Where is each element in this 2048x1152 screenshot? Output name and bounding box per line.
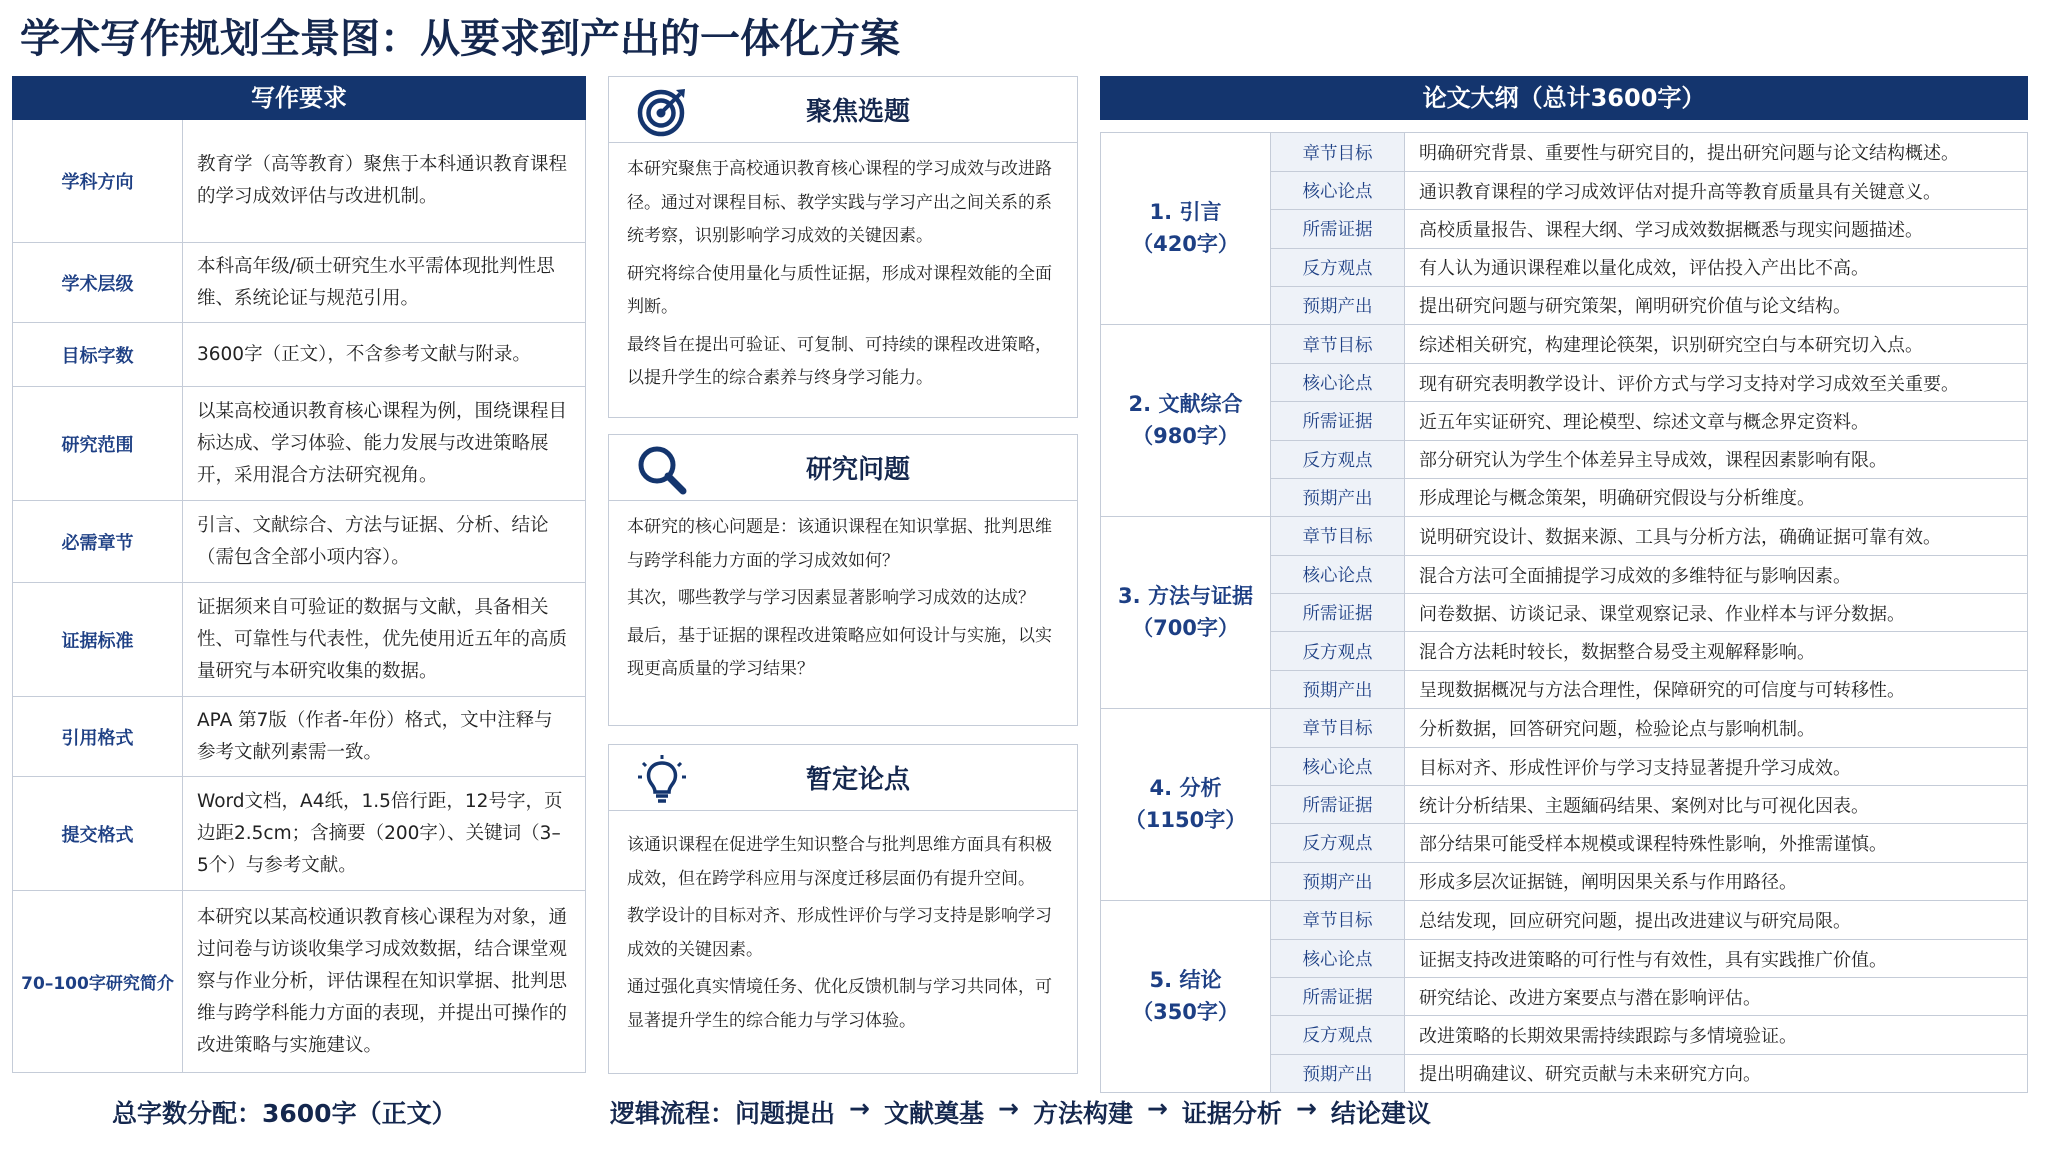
outline-section	[1101, 708, 2027, 900]
outline-key: 所需证据	[1271, 402, 1405, 439]
magnifier-icon	[635, 443, 689, 497]
requirement-label: 提交格式	[13, 777, 183, 890]
outline-row	[1271, 555, 2027, 593]
card-header	[609, 77, 1077, 143]
outline-key: 反方观点	[1271, 632, 1405, 669]
card-research-questions	[608, 434, 1078, 726]
requirements-table	[12, 120, 586, 1073]
requirement-value: APA 第7版（作者-年份）格式，文中注释与参考文献列素需一致。	[197, 709, 553, 763]
outline-key: 核心论点	[1271, 364, 1405, 401]
outline-value: 说明研究设计、数据来源、工具与分析方法，确确证据可靠有效。	[1419, 526, 1941, 548]
outline-value: 形成多层次证据链，阐明因果关系与作用路径。	[1419, 872, 1797, 894]
outline-key: 核心论点	[1271, 556, 1405, 593]
card-paragraph: 教学设计的目标对齐、形成性评价与学习支持是影响学习成效的关键因素。	[627, 906, 1052, 960]
outline-row	[1271, 517, 2027, 555]
card-title: 暂定论点	[805, 765, 910, 795]
card-body	[609, 143, 1077, 396]
outline-value: 部分结果可能受样本规模或课程特殊性影响，外推需谨慎。	[1419, 833, 1887, 855]
outline-key: 章节目标	[1271, 517, 1405, 555]
outline-row	[1271, 133, 2027, 171]
section-name	[1101, 517, 1271, 708]
requirement-label: 研究范围	[13, 387, 183, 500]
outline-row	[1271, 478, 2027, 516]
outline-value: 近五年实证研究、理论模型、综述文章与概念界定资料。	[1419, 411, 1869, 433]
outline-value: 提出明确建议、研究贡献与未来研究方向。	[1419, 1064, 1761, 1086]
outline-value: 目标对齐、形成性评价与学习支持显著提升学习成效。	[1419, 757, 1851, 779]
outline-row	[1271, 401, 2027, 439]
section-word-count: （980字）	[1132, 424, 1239, 449]
card-paragraph: 最终旨在提出可验证、可复制、可持续的课程改进策略，以提升学生的综合素养与终身学习能力。	[627, 334, 1052, 388]
section-rows	[1271, 901, 2027, 1092]
outline-section	[1101, 516, 2027, 708]
outline-key: 章节目标	[1271, 709, 1405, 747]
card-paragraph: 本研究的核心问题是：该通识课程在知识掌据、批判思维与跨学科能力方面的学习成效如何？	[627, 517, 1052, 571]
requirement-label: 目标字数	[13, 323, 183, 386]
outline-key: 所需证据	[1271, 210, 1405, 247]
outline-value: 分析数据，回答研究问题，检验论点与影响机制。	[1419, 718, 1815, 740]
requirement-label: 必需章节	[13, 501, 183, 582]
outline-section	[1101, 133, 2027, 324]
outline-row	[1271, 631, 2027, 669]
card-paragraph: 该通识课程在促进学生知识整合与批判思维方面具有积极成效，但在跨学科应用与深度迁移层面仍有提升空间。	[627, 835, 1052, 889]
requirement-row	[13, 322, 585, 386]
requirement-row	[13, 776, 585, 890]
outline-row	[1271, 171, 2027, 209]
card-focus-topic	[608, 76, 1078, 418]
outline-value: 呈现数据概况与方法合理性，保障研究的可信度与可转移性。	[1419, 680, 1905, 702]
requirement-label: 70–100字研究简介	[13, 891, 183, 1072]
outline-row	[1271, 785, 2027, 823]
logic-flow	[610, 1094, 1431, 1130]
card-paragraph: 最后，基于证据的课程改进策略应如何设计与实施，以实现更高质量的学习结果？	[627, 625, 1052, 679]
outline-value: 明确研究背景、重要性与研究目的，提出研究问题与论文结构概述。	[1419, 143, 1959, 165]
outline-value: 部分研究认为学生个体差异主导成效，课程因素影响有限。	[1419, 450, 1887, 472]
outline-value: 证据支持改进策略的可行性与有效性，具有实践推广价值。	[1419, 949, 1887, 971]
section-name	[1101, 709, 1271, 900]
outline-value: 混合方法可全面捕提学习成效的多维特征与影响因素。	[1419, 565, 1851, 587]
section-word-count: （420字）	[1132, 232, 1239, 257]
section-word-count: （700字）	[1132, 616, 1239, 641]
flow-step: 证据分析	[1181, 1099, 1282, 1128]
outline-header: 论文大纲（总计3600字）	[1100, 76, 2028, 120]
card-title: 研究问题	[805, 455, 910, 485]
outline-table	[1100, 132, 2028, 1093]
outline-row	[1271, 1015, 2027, 1053]
outline-key: 预期产出	[1271, 479, 1405, 516]
outline-row	[1271, 286, 2027, 324]
requirement-row	[13, 386, 585, 500]
outline-panel	[1100, 76, 2028, 1086]
outline-key: 核心论点	[1271, 748, 1405, 785]
card-paragraph: 本研究聚焦于高校通识教育核心课程的学习成效与改进路径。通过对课程目标、教学实践与学习产出之间关系的系统考察，识别影响学习成效的关键因素。	[627, 159, 1052, 246]
outline-value: 统计分析结果、主题緬码结果、案例对比与可视化因表。	[1419, 795, 1869, 817]
outline-value: 有人认为通识课程难以量化成效，评估投入产出比不高。	[1419, 258, 1869, 280]
requirement-label: 引用格式	[13, 697, 183, 776]
requirement-row	[13, 696, 585, 776]
outline-key: 所需证据	[1271, 978, 1405, 1015]
outline-row	[1271, 747, 2027, 785]
section-title: 5. 结论	[1149, 968, 1222, 993]
section-title: 3. 方法与证据	[1118, 584, 1253, 609]
requirement-value: 证据须来自可验证的数据与文献，具备相关性、可靠性与代表性，优先使用近五年的高质量研究与本研究收集的数据。	[197, 596, 568, 682]
requirement-value: 引言、文献综合、方法与证据、分析、结论（需包含全部小项内容）。	[197, 514, 549, 568]
page-title: 学术写作规划全景图：从要求到产出的一体化方案	[20, 16, 900, 62]
target-icon	[635, 85, 689, 139]
outline-key: 反方观点	[1271, 824, 1405, 861]
section-rows	[1271, 517, 2027, 708]
outline-value: 提出研究问题与研究策架，阐明研究价值与论文结构。	[1419, 296, 1851, 318]
requirement-value: Word文档，A4纸，1.5倍行距，12号字，页边距2.5cm；含摘要（200字）、关键词（3–5个）与参考文献。	[197, 790, 563, 876]
card-body	[609, 811, 1077, 1038]
requirement-value: 本科高年级/硕士研究生水平需体现批判性思维、系统论证与规范引用。	[197, 255, 555, 309]
section-name	[1101, 901, 1271, 1092]
outline-section	[1101, 900, 2027, 1092]
section-rows	[1271, 709, 2027, 900]
outline-value: 改进策略的长期效果需持续跟踪与多情境验证。	[1419, 1025, 1797, 1047]
requirements-panel	[12, 76, 586, 1074]
outline-row	[1271, 939, 2027, 977]
card-title: 聚焦选题	[805, 97, 910, 127]
card-header	[609, 435, 1077, 501]
outline-value: 形成理论与概念策架，明确研究假设与分析维度。	[1419, 488, 1815, 510]
requirement-label: 学科方向	[13, 120, 183, 242]
flow-arrow-icon: →	[998, 1094, 1019, 1123]
outline-value: 通识教育课程的学习成效评估对提升高等教育质量具有关键意义。	[1419, 181, 1941, 203]
requirement-value: 本研究以某高校通识教育核心课程为对象，通过问卷与访谈收集学习成效数据，结合课堂观察与作业分析，评估课程在知识掌据、批判思维与跨学科能力方面的表现，并提出可操作的改进策略与实施建议。	[197, 906, 568, 1056]
flow-step: 问题提出	[735, 1099, 836, 1128]
flow-step: 方法构建	[1032, 1099, 1133, 1128]
card-tentative-thesis	[608, 744, 1078, 1074]
requirement-row	[13, 582, 585, 696]
flow-arrow-icon: →	[1295, 1094, 1317, 1123]
flow-step: 结论建议	[1330, 1099, 1431, 1128]
outline-key: 核心论点	[1271, 940, 1405, 977]
card-paragraph: 研究将综合使用量化与质性证据，形成对课程效能的全面判断。	[627, 263, 1052, 317]
section-name	[1101, 325, 1271, 516]
section-rows	[1271, 325, 2027, 516]
outline-value: 高校质量报告、课程大纲、学习成效数据概悉与现实问题描述。	[1419, 219, 1923, 241]
outline-key: 章节目标	[1271, 325, 1405, 363]
outline-key: 所需证据	[1271, 594, 1405, 631]
outline-key: 所需证据	[1271, 786, 1405, 823]
section-title: 1. 引言	[1149, 200, 1222, 225]
card-paragraph: 其次，哪些教学与学习因素显著影响学习成效的达成？	[627, 588, 1035, 608]
section-word-count: （350字）	[1132, 1000, 1239, 1025]
requirement-value: 以某高校通识教育核心课程为例，围绕课程目标达成、学习体验、能力发展与改进策略展开，采用混合方法研究视角。	[197, 400, 568, 486]
outline-row	[1271, 901, 2027, 939]
outline-row	[1271, 1054, 2027, 1092]
requirements-header: 写作要求	[12, 76, 586, 120]
outline-key: 反方观点	[1271, 249, 1405, 286]
requirement-row	[13, 500, 585, 582]
flow-arrow-icon: →	[1146, 1094, 1168, 1123]
outline-key: 核心论点	[1271, 172, 1405, 209]
outline-row	[1271, 209, 2027, 247]
outline-row	[1271, 440, 2027, 478]
outline-key: 反方观点	[1271, 1016, 1405, 1053]
outline-key: 预期产出	[1271, 671, 1405, 708]
requirement-row	[13, 242, 585, 322]
outline-key: 预期产出	[1271, 1055, 1405, 1092]
outline-row	[1271, 670, 2027, 708]
section-word-count: （1150字）	[1124, 808, 1247, 833]
outline-value: 综述相关研究，构建理论筷架，识别研究空白与本研究切入点。	[1419, 335, 1923, 357]
total-word-count: 总字数分配：3600字（正文）	[112, 1099, 457, 1128]
outline-value: 混合方法耗时较长，数据整合易受主观解释影响。	[1419, 642, 1815, 664]
requirement-label: 学术层级	[13, 243, 183, 322]
outline-row	[1271, 709, 2027, 747]
outline-key: 反方观点	[1271, 441, 1405, 478]
requirement-value: 教育学（高等教育）聚焦于本科通识教育课程的学习成效评估与改进机制。	[197, 154, 568, 207]
flow-label: 逻辑流程：	[610, 1099, 736, 1128]
outline-key: 预期产出	[1271, 863, 1405, 900]
outline-key: 章节目标	[1271, 901, 1405, 939]
flow-arrow-icon: →	[849, 1094, 870, 1123]
outline-row	[1271, 363, 2027, 401]
requirement-label: 证据标准	[13, 583, 183, 696]
section-title: 4. 分析	[1149, 776, 1222, 801]
outline-value: 总结发现，回应研究问题，提出改进建议与研究局限。	[1419, 910, 1851, 932]
section-rows	[1271, 133, 2027, 324]
flow-step: 文献奠基	[883, 1099, 984, 1128]
outline-row	[1271, 862, 2027, 900]
card-body	[609, 501, 1077, 687]
requirement-value: 3600字（正文），不含参考文献与附录。	[197, 343, 531, 365]
card-paragraph: 通过强化真实情境任务、优化反馈机制与学习共同体，可显著提升学生的综合能力与学习体验。	[627, 977, 1052, 1031]
outline-value: 现有研究表明教学设计、评价方式与学习支持对学习成效至关重要。	[1419, 373, 1959, 395]
outline-row	[1271, 325, 2027, 363]
outline-key: 章节目标	[1271, 133, 1405, 171]
outline-row	[1271, 593, 2027, 631]
outline-row	[1271, 823, 2027, 861]
section-name	[1101, 133, 1271, 324]
section-title: 2. 文献综合	[1128, 392, 1243, 417]
outline-key: 预期产出	[1271, 287, 1405, 324]
card-header	[609, 745, 1077, 811]
outline-value: 研究结论、改进方案要点与潜在影响评估。	[1419, 987, 1761, 1009]
outline-section	[1101, 324, 2027, 516]
outline-row	[1271, 248, 2027, 286]
lightbulb-icon	[635, 753, 689, 807]
outline-value: 问卷数据、访谈记录、课堂观察记录、作业样本与评分数据。	[1419, 603, 1905, 625]
requirement-row	[13, 120, 585, 242]
outline-row	[1271, 977, 2027, 1015]
requirement-row	[13, 890, 585, 1072]
